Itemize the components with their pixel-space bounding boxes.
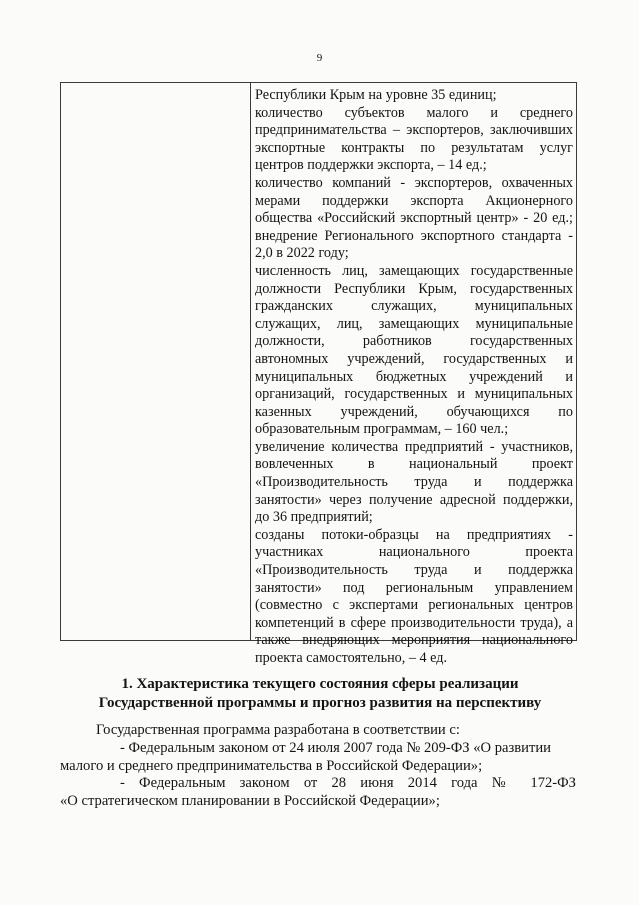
section-heading-line-1: 1. Характеристика текущего состояния сферы реализации xyxy=(121,676,519,692)
table-cell-line: увеличение количества предприятий - участников, xyxy=(255,438,573,455)
table-cell-line: общества «Российский экспортный центр» - 20 ед.; xyxy=(255,210,573,227)
table-cell-line: автономных учреждений, государственных и xyxy=(255,350,573,367)
table-cell-line: внедрение Регионального экспортного стандарта - xyxy=(255,227,573,244)
table-cell-line: проекта самостоятельно, – 4 ед. xyxy=(255,650,448,666)
section-heading xyxy=(60,675,580,713)
table-cell-line: образовательным программам, – 160 чел.; xyxy=(255,421,509,438)
table-cell-line: «Производительность труда и поддержка xyxy=(255,562,573,579)
table-cell-line: центров поддержки экспорта, – 14 ед.; xyxy=(255,157,487,174)
table-cell-line: организаций, государственных и муниципальных xyxy=(255,386,573,403)
table-cell-line: должности Республики Крым, государственных xyxy=(255,280,573,297)
indicators-table xyxy=(60,82,577,666)
table-cell-line: компетенций в сфере производительности труда), а xyxy=(255,614,573,631)
body-paragraph xyxy=(60,722,576,811)
table-cell-line: гражданских служащих, муниципальных xyxy=(255,298,573,315)
body-line: Государственная программа разработана в соответствии с: xyxy=(96,722,460,738)
table-cell-line: количество компаний - экспортеров, охваченных xyxy=(255,174,573,191)
body-line: - Федеральным законом от 24 июля 2007 года № 209-ФЗ «О развитии xyxy=(120,739,551,756)
table-cell-line: количество субъектов малого и среднего xyxy=(255,104,573,121)
page-number: 9 xyxy=(316,52,323,64)
table-right-cell xyxy=(255,87,573,668)
table-cell-line: предпринимательства – экспортеров, заключивших xyxy=(255,122,573,139)
body-line: малого и среднего предпринимательства в Российской Федерации»; xyxy=(60,757,483,774)
table-cell-line: Республики Крым на уровне 35 единиц; xyxy=(255,87,497,103)
table-cell-line: 2,0 в 2022 году; xyxy=(255,245,349,262)
table-cell-line: муниципальных бюджетных учреждений и xyxy=(255,368,573,385)
body-line: «О стратегическом планировании в Российской Федерации»; xyxy=(60,793,440,810)
table-cell-line: «Производительность труда и поддержка xyxy=(255,474,573,491)
section-heading-line-2: Государственной программы и прогноз развития на перспективу xyxy=(98,695,542,711)
table-cell-line: должности, работников государственных xyxy=(255,333,573,350)
table-cell-line: мерами поддержки экспорта Акционерного xyxy=(255,192,573,209)
table-cell-line: вовлеченных в национальный проект xyxy=(255,456,573,473)
table-cell-line: казенных учреждений, обучающихся по xyxy=(255,403,573,420)
table-cell-line: занятости» под региональным управлением xyxy=(255,579,573,596)
table-cell-line: (совместно с экспертами региональных центров xyxy=(255,597,573,614)
table-cell-line: занятости» через получение адресной поддержки, xyxy=(255,491,573,508)
body-line: - Федеральным законом от 28 июня 2014 года № 172-ФЗ xyxy=(120,775,576,792)
table-cell-line: численность лиц, замещающих государственные xyxy=(255,262,573,279)
table-cell-line: также внедряющих мероприятия национального xyxy=(255,632,573,649)
table-cell-line: созданы потоки-образцы на предприятиях - xyxy=(255,526,573,543)
table-cell-line: участниках национального проекта xyxy=(255,544,573,561)
table-cell-line: служащих, лиц, замещающих муниципальные xyxy=(255,315,573,332)
table-column-divider xyxy=(250,83,251,640)
table-cell-line: до 36 предприятий; xyxy=(255,509,373,526)
table-cell-line: экспортные контракты по результатам услуг xyxy=(255,139,573,156)
